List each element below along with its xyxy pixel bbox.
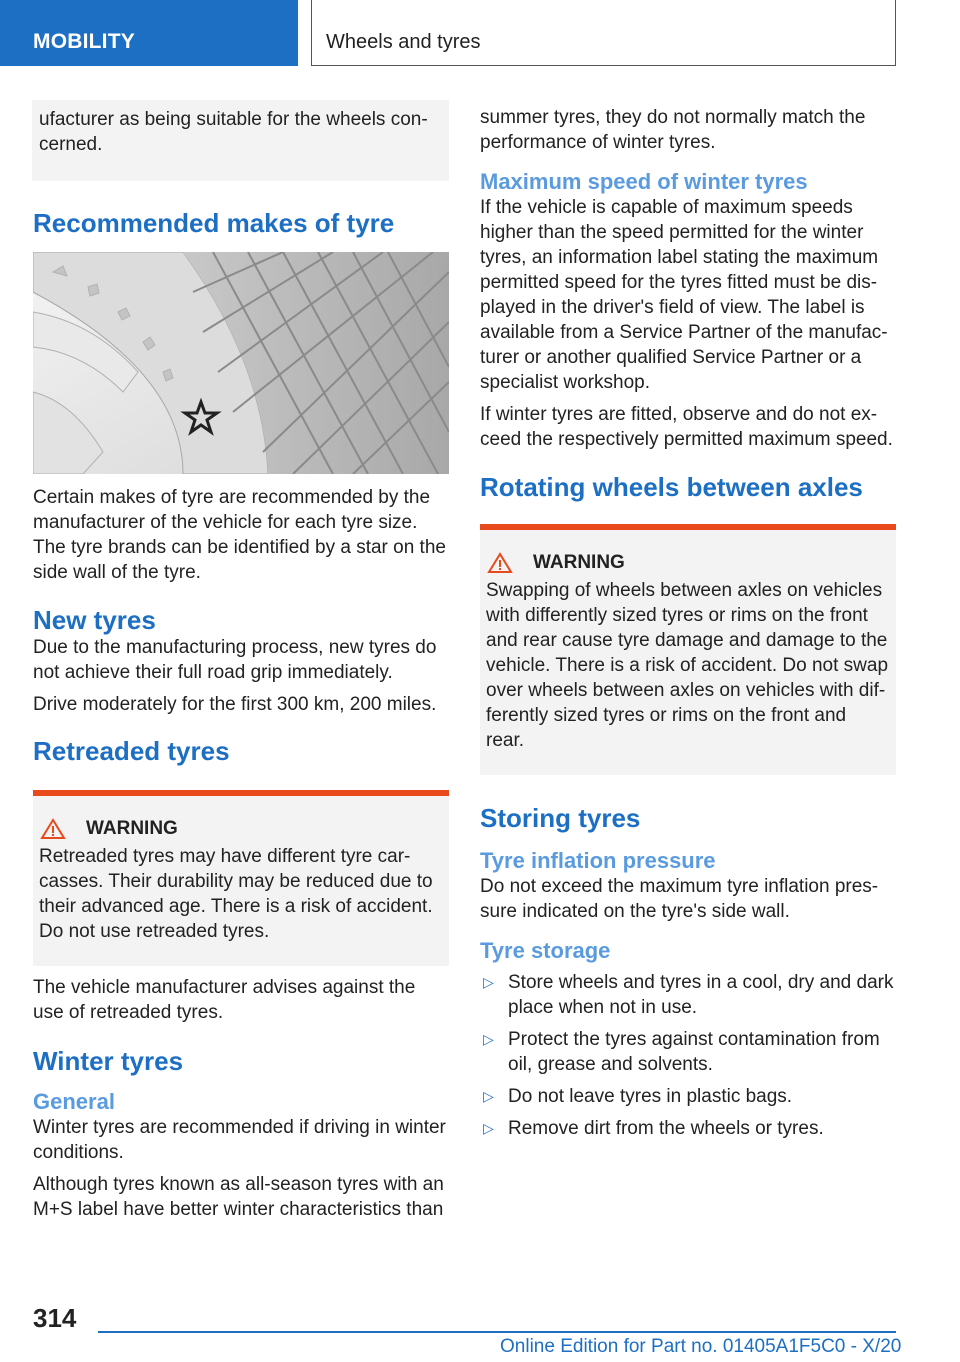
page-number: 314 — [33, 1303, 77, 1333]
max-speed-text-2: If winter tyres are fitted, observe and do not ex‐ceed the respectively permitted maximum speed. — [480, 404, 893, 450]
edition-footer: Online Edition for Part no. 01405A1F5C0 - X/20 — [500, 1336, 902, 1357]
new-tyres-text-2: Drive moderately for the first 300 km, 200 miles. — [33, 694, 437, 715]
storage-list — [480, 970, 896, 1141]
max-speed-heading: Maximum speed of winter tyres — [480, 169, 808, 194]
continued-note-box — [32, 100, 449, 181]
list-item: ▷ Protect the tyres against contamination from oil, grease and solvents. — [480, 1027, 896, 1077]
warning-triangle-icon — [487, 552, 513, 574]
section-label: MOBILITY — [33, 30, 135, 53]
left-column — [33, 100, 449, 1229]
winter-tyres-heading: Winter tyres — [33, 1046, 184, 1076]
general-text-2: Although tyres known as all-season tyres with an M+S label have better winter characteristics than — [33, 1174, 444, 1220]
list-item: ▷ Do not leave tyres in plastic bags. — [480, 1084, 896, 1109]
warning-triangle-icon — [40, 818, 66, 840]
tyre-storage-heading: Tyre storage — [480, 938, 611, 963]
new-tyres-heading: New tyres — [33, 605, 156, 635]
retreaded-warning-box — [33, 790, 449, 966]
warning-label: WARNING — [533, 552, 625, 573]
section-tab[interactable] — [0, 0, 298, 66]
warning-header — [486, 550, 888, 576]
warning-label: WARNING — [86, 818, 178, 839]
rotating-warning-text: Swapping of wheels between axles on vehicles with differently sized tyres or rims on the front and rear cause tyre damage and damage to the vehicle. There is a risk of accident. Do not swap over wheels between axles on vehicles with dif‐ferently sized tyres or rims on the front and rear. — [486, 580, 889, 751]
chapter-title-text: Wheels and tyres — [326, 31, 481, 53]
warning-header — [39, 816, 441, 842]
rotating-warning-box — [480, 524, 896, 775]
general-heading: General — [33, 1089, 115, 1114]
right-column — [480, 100, 896, 1148]
continued-note-text: ufacturer as being suitable for the wheels con‐cerned. — [39, 109, 428, 155]
triangle-bullet-icon: ▷ — [483, 1088, 494, 1104]
retreaded-advice-text: The vehicle manufacturer advises against the use of retreaded tyres. — [33, 977, 416, 1023]
new-tyres-text-1: Due to the manufacturing process, new tyres do not achieve their full road grip immediately. — [33, 637, 437, 683]
list-item: ▷ Store wheels and tyres in a cool, dry and dark place when not in use. — [480, 970, 896, 1020]
triangle-bullet-icon: ▷ — [483, 1120, 494, 1136]
recommended-makes-text: Certain makes of tyre are recommended by the manufacturer of the vehicle for each tyre size. The tyre brands can be identified by a star on the side wall of the tyre. — [33, 487, 446, 583]
chapter-title — [311, 0, 896, 66]
recommended-makes-heading: Recommended makes of tyre — [33, 208, 395, 238]
storing-tyres-heading: Storing tyres — [480, 803, 641, 833]
retreaded-tyres-heading: Retreaded tyres — [33, 736, 230, 766]
general-text-1: Winter tyres are recommended if driving in winter conditions. — [33, 1117, 446, 1163]
tyre-star-illustration — [33, 252, 449, 474]
list-item: ▷ Remove dirt from the wheels or tyres. — [480, 1116, 896, 1141]
footer-divider — [98, 1331, 896, 1333]
max-speed-text-1: If the vehicle is capable of maximum speeds higher than the speed permitted for the winter tyres, an information label stating the maximum permitted speed for the tyres fitted must be dis‐played in the driver's field of view. The label is available from a Service Partner of the manufac‐turer or another qualified Service Partner or a specialist workshop. — [480, 197, 888, 393]
triangle-bullet-icon: ▷ — [483, 1031, 494, 1047]
rotating-wheels-heading: Rotating wheels between axles — [480, 472, 863, 502]
inflation-pressure-text: Do not exceed the maximum tyre inflation pres‐sure indicated on the tyre's side wall. — [480, 876, 879, 922]
summer-tyres-continued-text: summer tyres, they do not normally match the performance of winter tyres. — [480, 107, 866, 153]
inflation-pressure-heading: Tyre inflation pressure — [480, 848, 716, 873]
retreaded-warning-text: Retreaded tyres may have different tyre car‐casses. Their durability may be reduced due to their advanced age. There is a risk of accident. Do not use retreaded tyres. — [39, 846, 433, 942]
triangle-bullet-icon: ▷ — [483, 974, 494, 990]
